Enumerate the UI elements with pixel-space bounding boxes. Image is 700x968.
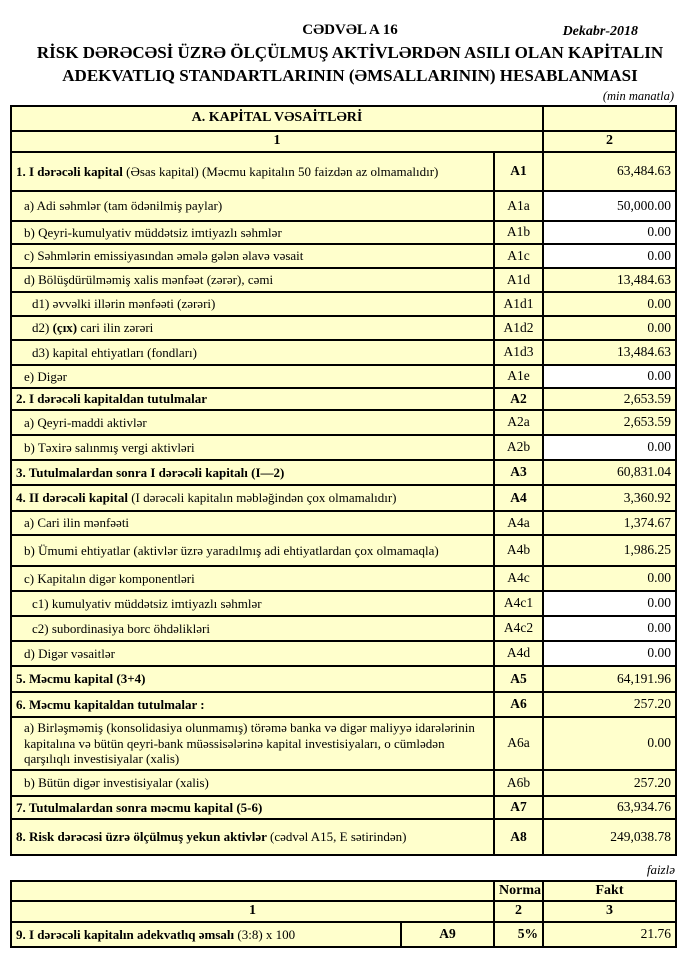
row-label-bold-part: (çıx): [52, 320, 78, 336]
page-title: [0, 42, 700, 87]
norma-header: Norma: [494, 881, 543, 902]
row-label-part: c) Səhmlərin emissiyasından əmələ gələn əlavə vəsait: [24, 248, 304, 264]
row-value: 1,986.25: [543, 535, 676, 566]
row-code: A6a: [494, 717, 543, 770]
row-value: 63,934.76: [543, 796, 676, 819]
row-value: 0.00: [543, 566, 676, 591]
table-row: [11, 388, 676, 410]
row-label: [11, 922, 401, 947]
row-label: [11, 535, 494, 566]
row-value: 2,653.59: [543, 388, 676, 410]
table-row: [11, 819, 676, 855]
row-value: 0.00: [543, 221, 676, 244]
row-label-part: b) Ümumi ehtiyatlar (aktivlər üzrə yaradılmış adi ehtiyatlardan çox olmamaqla): [24, 542, 439, 558]
row-code: A1b: [494, 221, 543, 244]
table-row: [11, 460, 676, 485]
ratio-col-index-norma: 2: [494, 901, 543, 922]
row-label: [11, 770, 494, 796]
table-row: [11, 796, 676, 819]
row-label: [11, 316, 494, 340]
row-value: 0.00: [543, 316, 676, 340]
section-header-value-cell: [543, 106, 676, 131]
table-row: [11, 511, 676, 535]
table-row: [11, 191, 676, 221]
row-label: [11, 641, 494, 666]
row-code: A1e: [494, 365, 543, 388]
row-label: [11, 796, 494, 819]
row-label-part: cari ilin zərəri: [77, 320, 154, 336]
row-label-bold-part: 3. Tutulmalardan sonra I dərəcəli kapitalı (I—2): [16, 464, 285, 480]
row-label-part: e) Digər: [24, 368, 67, 384]
row-value: 0.00: [543, 641, 676, 666]
adequacy-ratio-table: [10, 880, 677, 948]
col-index-value: 2: [543, 131, 676, 152]
row-label: [11, 388, 494, 410]
ratio-table-body: [11, 922, 676, 947]
row-fakt-value: 21.76: [543, 922, 676, 947]
col-index-label: 1: [11, 131, 543, 152]
row-label: [11, 191, 494, 221]
row-value: 0.00: [543, 244, 676, 268]
row-value: 0.00: [543, 365, 676, 388]
row-code: A5: [494, 666, 543, 692]
row-label: [11, 435, 494, 460]
table-row: [11, 641, 676, 666]
row-code: A4c: [494, 566, 543, 591]
row-label-part: c) Kapitalın digər komponentləri: [24, 570, 195, 586]
capital-table-body: [11, 152, 676, 855]
table-row: [11, 410, 676, 435]
table-row: [11, 692, 676, 717]
row-label: [11, 511, 494, 535]
unit-note-thousand-manat: (min manatla): [602, 89, 674, 104]
row-code: A6b: [494, 770, 543, 796]
row-value: 257.20: [543, 770, 676, 796]
row-code: A8: [494, 819, 543, 855]
row-label: [11, 819, 494, 855]
row-code: A4c2: [494, 616, 543, 641]
unit-note-percent: faizlə: [646, 861, 675, 877]
row-code: A1d1: [494, 292, 543, 316]
row-code: A9: [401, 922, 494, 947]
row-code: A2a: [494, 410, 543, 435]
row-label-part: b) Bütün digər investisiyalar (xalis): [24, 775, 209, 791]
row-label: [11, 485, 494, 511]
row-code: A1d: [494, 268, 543, 292]
row-code: A7: [494, 796, 543, 819]
table-row: [11, 244, 676, 268]
row-label: [11, 591, 494, 616]
row-label: [11, 340, 494, 365]
row-label-part: d2): [32, 320, 53, 336]
row-label: [11, 717, 494, 770]
row-label: [11, 692, 494, 717]
table-row: [11, 268, 676, 292]
row-label-part: a) Adi səhmlər (tam ödənilmiş paylar): [24, 198, 223, 214]
row-label-part: b) Qeyri-kumulyativ müddətsiz imtiyazlı səhmlər: [24, 224, 282, 240]
section-header: A. KAPİTAL VƏSAİTLƏRİ: [11, 106, 543, 131]
row-label-bold-part: 2. I dərəcəli kapitaldan tutulmalar: [16, 391, 208, 407]
table-row: [11, 435, 676, 460]
table-row: [11, 566, 676, 591]
row-code: A1c: [494, 244, 543, 268]
row-label-part: (cədvəl A15, E sətirindən): [269, 829, 407, 845]
row-value: 3,360.92: [543, 485, 676, 511]
row-label: [11, 244, 494, 268]
row-value: 1,374.67: [543, 511, 676, 535]
row-label: [11, 460, 494, 485]
row-value: 60,831.04: [543, 460, 676, 485]
row-code: A2: [494, 388, 543, 410]
row-value: 0.00: [543, 292, 676, 316]
row-value: 2,653.59: [543, 410, 676, 435]
row-label-part: (I dərəcəli kapitalın məbləğindən çox olmamalıdır): [131, 490, 397, 506]
row-label-part: c1) kumulyativ müddətsiz imtiyazlı səhmlər: [32, 595, 262, 611]
row-label-part: a) Birləşməmiş (konsolidasiya olunmamış) törəmə banka və digər maliyyə idarələrinin kapitalına və bütün qeyri-bank müəssisələrinə kapital investisiyaları, o cümlədən qarşılıqlı investisiyalar (xalis): [24, 720, 475, 766]
row-value: 0.00: [543, 616, 676, 641]
row-label-part: d1) əvvəlki illərin mənfəəti (zərəri): [32, 296, 216, 312]
row-value: 50,000.00: [543, 191, 676, 221]
table-row: [11, 365, 676, 388]
row-label: [11, 410, 494, 435]
row-label-part: a) Cari ilin mənfəəti: [24, 515, 130, 531]
row-label-bold-part: 4. II dərəcəli kapital: [16, 490, 132, 506]
row-value: 249,038.78: [543, 819, 676, 855]
row-label: [11, 292, 494, 316]
row-label-part: (3:8) x 100: [237, 926, 296, 942]
row-value: 13,484.63: [543, 340, 676, 365]
row-code: A1a: [494, 191, 543, 221]
title-line-1: RİSK DƏRƏCƏSİ ÜZRƏ ÖLÇÜLMUŞ AKTİVLƏRDƏN ASILI OLAN KAPİTALIN: [36, 43, 664, 62]
row-label-bold-part: 9. I dərəcəli kapitalın adekvatlıq əmsalı: [16, 926, 238, 942]
table-row: [11, 152, 676, 191]
ratio-header-row: [11, 881, 676, 902]
row-label: [11, 616, 494, 641]
row-label: [11, 268, 494, 292]
row-code: A4c1: [494, 591, 543, 616]
table-row: [11, 292, 676, 316]
row-label-part: d) Digər vəsaitlər: [24, 645, 115, 661]
row-label: [11, 666, 494, 692]
table-row: [11, 616, 676, 641]
row-label-bold-part: 8. Risk dərəcəsi üzrə ölçülmuş yekun aktivlər: [16, 829, 270, 845]
row-label-part: d3) kapital ehtiyatları (fondları): [32, 344, 197, 360]
row-value: 0.00: [543, 435, 676, 460]
table-number: CƏDVƏL A 16: [302, 22, 398, 38]
table-row: [11, 666, 676, 692]
row-label-part: d) Bölüşdürülməmiş xalis mənfəət (zərər), cəmi: [24, 272, 274, 288]
section-header-row: [11, 106, 676, 131]
row-value: 13,484.63: [543, 268, 676, 292]
row-label-bold-part: 7. Tutulmalardan sonra məcmu kapital (5-6): [16, 799, 263, 815]
row-label-part: c2) subordinasiya borc öhdəlikləri: [32, 620, 210, 636]
ratio-col-index-fakt: 3: [543, 901, 676, 922]
row-value: 64,191.96: [543, 666, 676, 692]
row-code: A2b: [494, 435, 543, 460]
ratio-index-row: [11, 901, 676, 922]
capital-table: [10, 105, 677, 856]
row-value: 0.00: [543, 717, 676, 770]
table-row: [11, 717, 676, 770]
row-code: A4a: [494, 511, 543, 535]
table-row: [11, 221, 676, 244]
row-label: [11, 566, 494, 591]
table-row: [11, 485, 676, 511]
row-label-bold-part: 6. Məcmu kapitaldan tutulmalar :: [16, 696, 205, 712]
row-label-bold-part: 1. I dərəcəli kapital: [16, 163, 127, 179]
row-norma-value: 5%: [494, 922, 543, 947]
row-value: 0.00: [543, 591, 676, 616]
title-line-2: ADEKVATLIQ STANDARTLARININ (ƏMSALLARININ) HESABLANMASI: [62, 65, 638, 85]
row-value: 63,484.63: [543, 152, 676, 191]
row-value: 257.20: [543, 692, 676, 717]
table-row: [11, 591, 676, 616]
ratio-header-empty-cell: [11, 881, 494, 902]
row-label: [11, 365, 494, 388]
row-code: A6: [494, 692, 543, 717]
row-code: A4d: [494, 641, 543, 666]
row-label: [11, 152, 494, 191]
table-row: [11, 535, 676, 566]
fakt-header: Fakt: [543, 881, 676, 902]
row-label: [11, 221, 494, 244]
row-code: A4b: [494, 535, 543, 566]
row-code: A1d2: [494, 316, 543, 340]
table-row: [11, 340, 676, 365]
table-row: [11, 316, 676, 340]
row-code: A1d3: [494, 340, 543, 365]
ratio-col-index-label: 1: [11, 901, 494, 922]
row-label-part: a) Qeyri-maddi aktivlər: [24, 414, 147, 430]
table-row: [11, 922, 676, 947]
row-label-part: (Əsas kapital) (Məcmu kapitalın 50 faizdən az olmamalıdır): [126, 163, 439, 179]
row-code: A1: [494, 152, 543, 191]
row-code: A4: [494, 485, 543, 511]
report-period: Dekabr-2018: [562, 24, 638, 39]
row-label-bold-part: 5. Məcmu kapital (3+4): [16, 671, 146, 687]
column-index-row: [11, 131, 676, 152]
row-code: A3: [494, 460, 543, 485]
row-label-part: b) Təxirə salınmış vergi aktivləri: [24, 439, 195, 455]
table-row: [11, 770, 676, 796]
